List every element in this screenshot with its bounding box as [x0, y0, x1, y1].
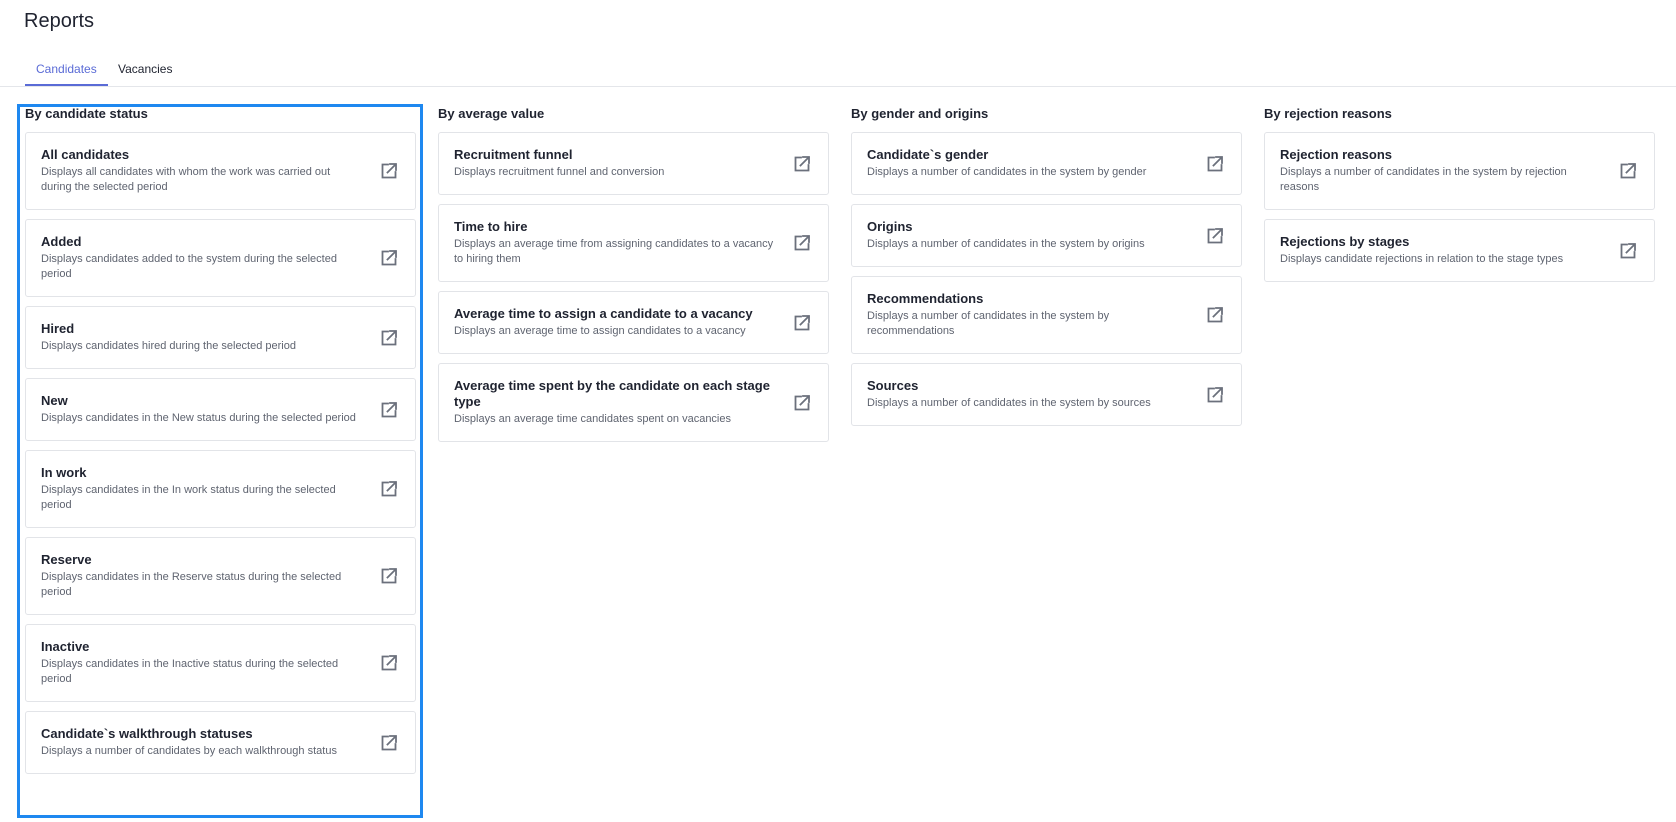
report-card-hired[interactable] [25, 306, 416, 369]
report-card-inactive[interactable] [25, 624, 416, 702]
report-card-title: Origins [867, 219, 913, 234]
external-link-icon[interactable] [379, 248, 399, 268]
report-card-description: Displays recruitment funnel and conversion [454, 166, 665, 178]
external-link-icon[interactable] [1205, 226, 1225, 246]
external-link-icon[interactable] [379, 161, 399, 181]
report-card-new[interactable] [25, 378, 416, 441]
report-card-description: Displays candidates in the Reserve status during the selected period [41, 571, 342, 598]
report-card-description: Displays a number of candidates in the system by gender [867, 166, 1147, 178]
report-card-description: Displays candidates in the In work status during the selected period [41, 484, 336, 511]
external-link-icon[interactable] [1205, 154, 1225, 174]
report-card-description: Displays an average time from assigning candidates to a vacancy to hiring them [454, 238, 774, 265]
report-card-description: Displays an average time candidates spent on vacancies [454, 413, 731, 425]
report-section-by-gender-and-origins [851, 104, 1242, 435]
external-link-icon[interactable] [379, 400, 399, 420]
report-card-title: Added [41, 234, 82, 249]
external-link-icon[interactable] [379, 733, 399, 753]
report-card-title: Recruitment funnel [454, 147, 573, 162]
section-title: By candidate status [25, 106, 148, 121]
report-card-description: Displays candidate rejections in relation to the stage types [1280, 253, 1564, 265]
external-link-icon[interactable] [379, 566, 399, 586]
section-title: By average value [438, 106, 545, 121]
report-section-by-rejection-reasons [1264, 104, 1655, 291]
report-card-description: Displays a number of candidates by each walkthrough status [41, 745, 337, 757]
section-title: By gender and origins [851, 106, 989, 121]
report-card-title: Rejections by stages [1280, 234, 1410, 249]
report-card-description: Displays a number of candidates in the system by origins [867, 238, 1145, 250]
external-link-icon[interactable] [1618, 241, 1638, 261]
report-card-title: In work [41, 465, 87, 480]
report-card-description: Displays candidates in the Inactive status during the selected period [41, 658, 339, 685]
report-section-by-average-value [438, 104, 829, 451]
page-title: Reports [24, 10, 95, 32]
external-link-icon[interactable] [379, 653, 399, 673]
report-card-description: Displays candidates in the New status during the selected period [41, 412, 356, 424]
external-link-icon[interactable] [1618, 161, 1638, 181]
report-card-rejection-reasons[interactable] [1264, 132, 1655, 210]
report-card-candidate-s-walkthrough-statuses[interactable] [25, 711, 416, 774]
external-link-icon[interactable] [379, 479, 399, 499]
report-card-title: Time to hire [454, 219, 528, 234]
report-card-recommendations[interactable] [851, 276, 1242, 354]
report-card-description: Displays a number of candidates in the system by sources [867, 397, 1151, 409]
external-link-icon[interactable] [1205, 305, 1225, 325]
report-card-description: Displays a number of candidates in the system by rejection reasons [1280, 166, 1567, 193]
external-link-icon[interactable] [1205, 385, 1225, 405]
report-card-average-time-spent-by-the-candidate-on-each-stage-type[interactable] [438, 363, 829, 442]
report-card-title: Hired [41, 321, 75, 336]
section-title: By rejection reasons [1264, 106, 1392, 121]
report-card-title: All candidates [41, 147, 130, 162]
report-card-title: Average time spent by the candidate on each stage type [454, 378, 770, 409]
external-link-icon[interactable] [792, 233, 812, 253]
report-card-title: New [41, 393, 68, 408]
report-card-reserve[interactable] [25, 537, 416, 615]
report-card-origins[interactable] [851, 204, 1242, 267]
external-link-icon[interactable] [792, 393, 812, 413]
report-card-title: Candidate`s gender [867, 147, 989, 162]
report-card-added[interactable] [25, 219, 416, 297]
report-card-description: Displays all candidates with whom the work was carried out during the selected period [41, 166, 331, 193]
report-card-all-candidates[interactable] [25, 132, 416, 210]
report-card-description: Displays an average time to assign candidates to a vacancy [454, 325, 746, 337]
report-card-title: Sources [867, 378, 919, 393]
report-card-description: Displays candidates hired during the selected period [41, 340, 296, 352]
tab-vacancies[interactable]: Vacancies [118, 62, 173, 76]
report-section-by-candidate-status [25, 104, 416, 783]
report-card-title: Reserve [41, 552, 92, 567]
external-link-icon[interactable] [379, 328, 399, 348]
report-card-time-to-hire[interactable] [438, 204, 829, 282]
report-card-candidate-s-gender[interactable] [851, 132, 1242, 195]
external-link-icon[interactable] [792, 154, 812, 174]
report-card-title: Average time to assign a candidate to a vacancy [454, 306, 753, 321]
report-card-title: Candidate`s walkthrough statuses [41, 726, 253, 741]
tabs-bar [0, 54, 1676, 87]
report-card-description: Displays a number of candidates in the system by recommendations [867, 310, 1110, 337]
report-card-description: Displays candidates added to the system during the selected period [41, 253, 337, 280]
report-card-average-time-to-assign-a-candidate-to-a-vacancy[interactable] [438, 291, 829, 354]
external-link-icon[interactable] [792, 313, 812, 333]
report-card-title: Rejection reasons [1280, 147, 1392, 162]
report-card-rejections-by-stages[interactable] [1264, 219, 1655, 282]
report-card-title: Inactive [41, 639, 90, 654]
report-card-title: Recommendations [867, 291, 984, 306]
report-card-recruitment-funnel[interactable] [438, 132, 829, 195]
report-card-sources[interactable] [851, 363, 1242, 426]
tab-candidates[interactable]: Candidates [25, 54, 108, 86]
report-card-in-work[interactable] [25, 450, 416, 528]
